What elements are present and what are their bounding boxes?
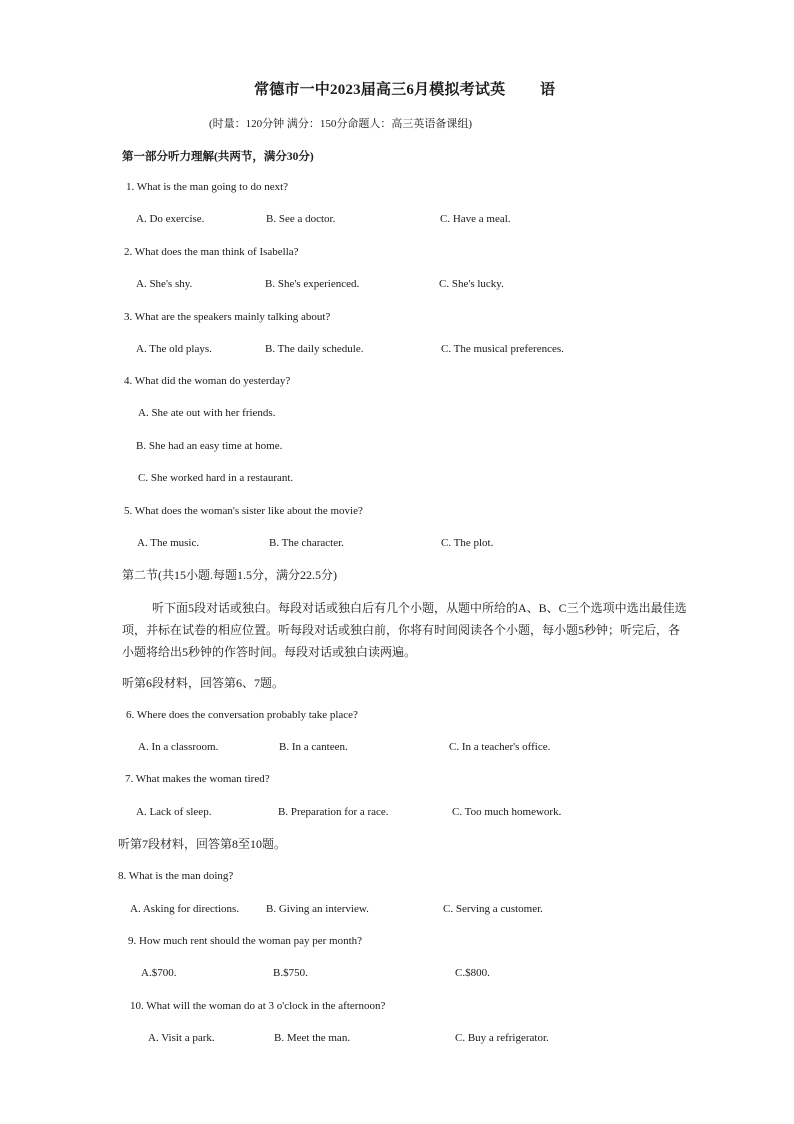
page-title: 常德市一中2023届高三6月模拟考试英	[254, 82, 506, 98]
q8-option-b: B. Giving an interview.	[266, 903, 369, 915]
q8-option-c: C. Serving a customer.	[443, 903, 543, 915]
q10-option-a: A. Visit a park.	[148, 1032, 215, 1044]
q5-option-a: A. The music.	[137, 537, 200, 549]
q2-option-b: B. She's experienced.	[265, 278, 360, 290]
q9-option-a: A.$700.	[141, 967, 177, 979]
q9-option-b: B.$750.	[273, 967, 308, 979]
q6-option-b: B. In a canteen.	[279, 741, 348, 753]
part1-header: 第一部分听力理解(共两节，满分30分)	[122, 151, 314, 163]
exam-info: (时量：120分钟 满分：150分命题人：高三英语备课组)	[209, 118, 473, 130]
q3-option-a: A. The old plays.	[136, 343, 212, 355]
question-4: 4. What did the woman do yesterday?	[124, 375, 291, 387]
question-3: 3. What are the speakers mainly talking about?	[124, 311, 331, 323]
question-6: 6. Where does the conversation probably take place?	[126, 709, 358, 721]
page-title-end: 语	[540, 82, 556, 98]
q7-option-a: A. Lack of sleep.	[136, 806, 212, 818]
material-6-note: 听第6段材料，回答第6、7题。	[122, 676, 285, 690]
question-1: 1. What is the man going to do next?	[126, 181, 289, 193]
q5-option-c: C. The plot.	[441, 537, 494, 549]
q1-option-c: C. Have a meal.	[440, 213, 511, 225]
q1-option-a: A. Do exercise.	[136, 213, 205, 225]
q1-option-b: B. See a doctor.	[266, 213, 336, 225]
listening-instructions: 听下面5段对话或独白。每段对话或独白后有几个小题，从题中所给的A、B、C三个选项中选出最佳选项，并标在试卷的相应位置。听每段对话或独白前，你将有时间阅读各个小题，每小题5秒钟；听完后，各小题将给出5秒钟的作答时间。每段对话或独白读两遍。	[122, 601, 687, 659]
q8-option-a: A. Asking for directions.	[130, 903, 240, 915]
q4-option-b: B. She had an easy time at home.	[136, 440, 283, 452]
q2-option-a: A. She's shy.	[136, 278, 193, 290]
q10-option-c: C. Buy a refrigerator.	[455, 1032, 549, 1044]
question-10: 10. What will the woman do at 3 o'clock in the afternoon?	[130, 1000, 386, 1012]
material-7-note: 听第7段材料，回答第8至10题。	[118, 837, 287, 851]
q4-option-c: C. She worked hard in a restaurant.	[138, 472, 294, 484]
q6-option-a: A. In a classroom.	[138, 741, 219, 753]
q9-option-c: C.$800.	[455, 967, 490, 979]
question-2: 2. What does the man think of Isabella?	[124, 246, 299, 258]
question-9: 9. How much rent should the woman pay per month?	[128, 935, 363, 947]
q3-option-b: B. The daily schedule.	[265, 343, 364, 355]
q6-option-c: C. In a teacher's office.	[449, 741, 551, 753]
section2-header: 第二节(共15小题.每题1.5分，满分22.5分)	[122, 568, 337, 582]
question-5: 5. What does the woman's sister like about the movie?	[124, 505, 363, 517]
q3-option-c: C. The musical preferences.	[441, 343, 564, 355]
q7-option-c: C. Too much homework.	[452, 806, 562, 818]
q2-option-c: C. She's lucky.	[439, 278, 504, 290]
question-8: 8. What is the man doing?	[118, 870, 234, 882]
question-7: 7. What makes the woman tired?	[125, 773, 270, 785]
q5-option-b: B. The character.	[269, 537, 344, 549]
q4-option-a: A. She ate out with her friends.	[138, 407, 276, 419]
q7-option-b: B. Preparation for a race.	[278, 806, 389, 818]
q10-option-b: B. Meet the man.	[274, 1032, 351, 1044]
